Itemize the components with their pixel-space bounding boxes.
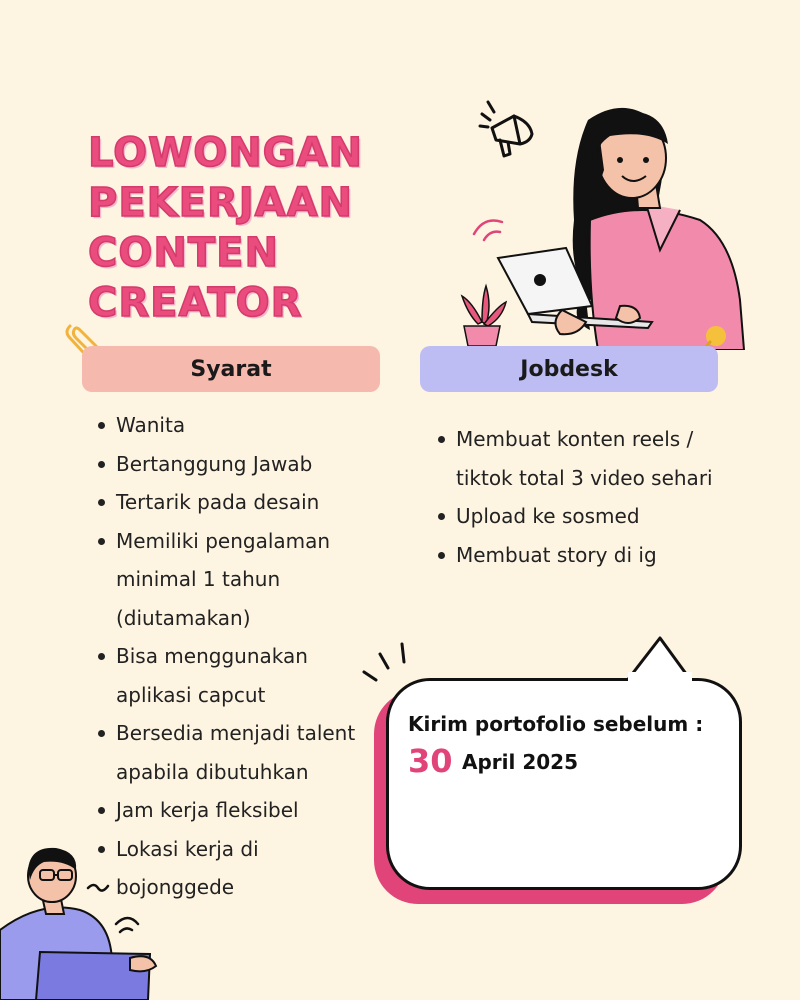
list-item: Jam kerja fleksibel [98, 791, 378, 830]
deadline-month-year: April 2025 [462, 750, 578, 774]
wifi-signal-icon [116, 918, 138, 932]
woman-with-laptop-illustration [470, 100, 760, 350]
sparkle-lines-icon [356, 636, 416, 686]
title-line: LOWONGAN [88, 130, 363, 176]
list-item: Membuat story di ig [438, 536, 738, 575]
list-item: Bertanggung Jawab [98, 445, 378, 484]
page-title [88, 128, 363, 328]
deadline-text: Kirim portofolio sebelum : [408, 712, 704, 736]
syarat-header: Syarat [82, 346, 380, 392]
syarat-list [98, 406, 378, 907]
list-item: Lokasi kerja di bojonggede [98, 830, 378, 907]
list-item: Tertarik pada desain [98, 483, 378, 522]
bubble-tail-cover [628, 672, 692, 686]
title-line: CONTEN [88, 230, 279, 276]
title-line: CREATOR [88, 280, 303, 326]
list-item: Memiliki pengalaman minimal 1 tahun (diutamakan) [98, 522, 378, 638]
man-with-tablet-illustration [0, 840, 170, 1000]
jobdesk-header: Jobdesk [420, 346, 718, 392]
list-item: Membuat konten reels / tiktok total 3 video sehari [438, 420, 738, 497]
list-item: Bersedia menjadi talent apabila dibutuhkan [98, 714, 378, 791]
deadline-day: 30 [408, 742, 453, 780]
list-item: Upload ke sosmed [438, 497, 738, 536]
plant-icon [452, 282, 512, 348]
list-item: Wanita [98, 406, 378, 445]
deadline-bubble [386, 678, 742, 890]
jobdesk-list [438, 420, 738, 574]
list-item: Bisa menggunakan aplikasi capcut [98, 637, 378, 714]
title-line: PEKERJAAN [88, 180, 354, 226]
